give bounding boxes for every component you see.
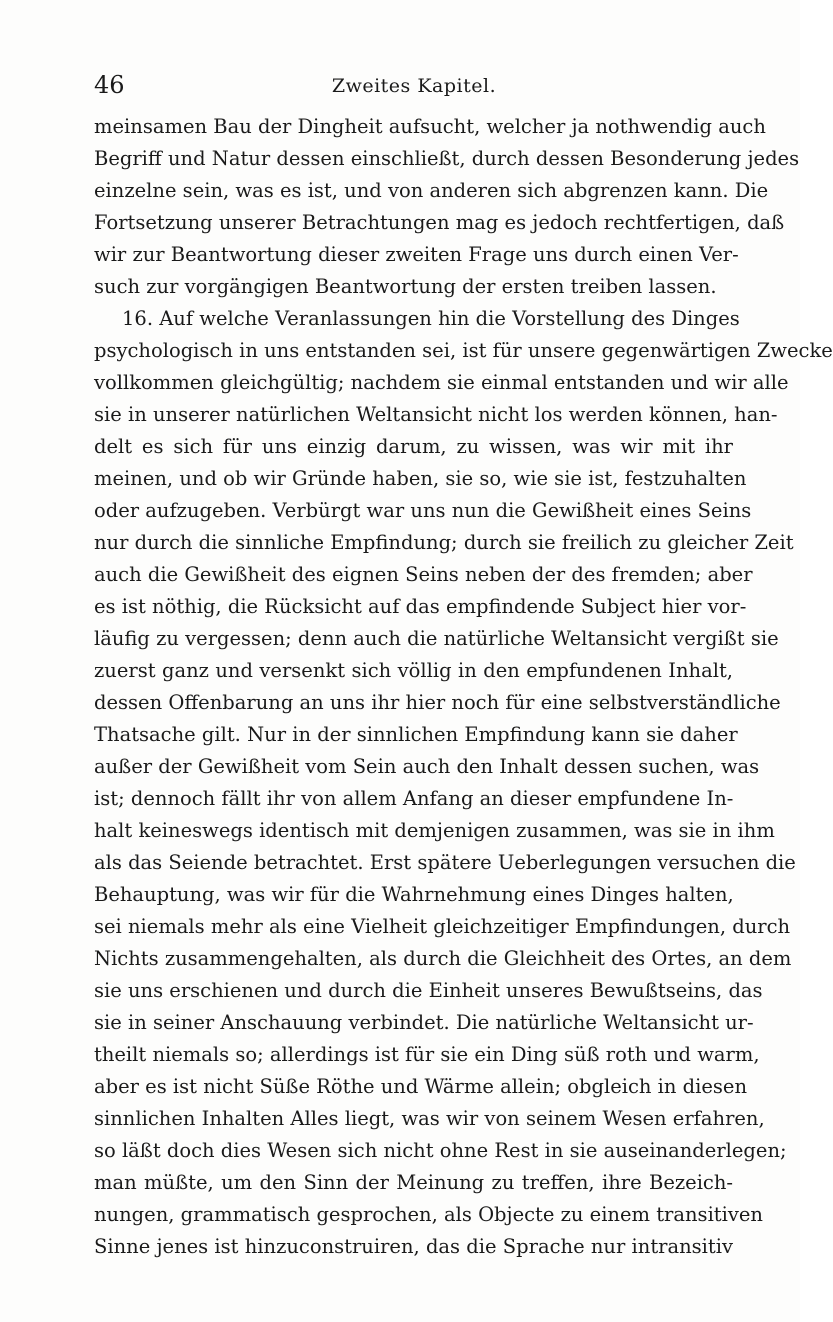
text-line: psychologisch in uns entstanden sei, ist für unsere gegenwärtigen Zwecke: [94, 339, 833, 362]
text-line: ist; dennoch fällt ihr von allem Anfang an dieser empfundene In-: [94, 787, 734, 810]
text-line: dessen Offenbarung an uns ihr hier noch für eine selbstverständliche: [94, 691, 781, 714]
text-line: halt keineswegs identisch mit demjenigen zusammen, was sie in ihm: [94, 819, 775, 842]
text-line: meinsamen Bau der Dingheit aufsucht, welcher ja nothwendig auch: [94, 115, 766, 138]
text-line: nur durch die sinnliche Empfindung; durch sie freilich zu gleicher Zeit: [94, 531, 794, 554]
text-line: man müßte, um den Sinn der Meinung zu treffen, ihre Bezeich-: [94, 1171, 733, 1194]
text-line: sie uns erschienen und durch die Einheit unseres Bewußtseins, das: [94, 979, 763, 1002]
section-start-line: 16. Auf welche Veranlassungen hin die Vorstellung des Dinges: [122, 307, 740, 330]
text-line: Nichts zusammengehalten, als durch die Gleichheit des Ortes, an dem: [94, 947, 792, 970]
body-text: [94, 111, 833, 1263]
text-line: oder aufzugeben. Verbürgt war uns nun die Gewißheit eines Seins: [94, 499, 752, 522]
text-line: Sinne jenes ist hinzuconstruiren, das die Sprache nur intransitiv: [94, 1235, 733, 1258]
text-line: such zur vorgängigen Beantwortung der ersten treiben lassen.: [94, 275, 717, 298]
text-line: nungen, grammatisch gesprochen, als Objecte zu einem transitiven: [94, 1203, 763, 1226]
running-head: [94, 70, 734, 104]
text-line: meinen, und ob wir Gründe haben, sie so, wie sie ist, festzuhalten: [94, 467, 747, 490]
text-line: theilt niemals so; allerdings ist für sie ein Ding süß roth und warm,: [94, 1043, 760, 1066]
text-line: einzelne sein, was es ist, und von anderen sich abgrenzen kann. Die: [94, 179, 769, 202]
text-line: sie in unserer natürlichen Weltansicht nicht los werden können, han-: [94, 403, 778, 426]
text-line: Behauptung, was wir für die Wahrnehmung eines Dinges halten,: [94, 883, 734, 906]
text-line: sei niemals mehr als eine Vielheit gleichzeitiger Empfindungen, durch: [94, 915, 791, 938]
text-line: zuerst ganz und versenkt sich völlig in den empfundenen Inhalt,: [94, 659, 733, 682]
text-line: wir zur Beantwortung dieser zweiten Frage uns durch einen Ver-: [94, 243, 739, 266]
text-line: Fortsetzung unserer Betrachtungen mag es jedoch rechtfertigen, daß: [94, 211, 785, 234]
text-line: Thatsache gilt. Nur in der sinnlichen Empfindung kann sie daher: [94, 723, 738, 746]
text-line: Begriff und Natur dessen einschließt, durch dessen Besonderung jedes: [94, 147, 800, 170]
text-line: vollkommen gleichgültig; nachdem sie einmal entstanden und wir alle: [94, 371, 789, 394]
text-line: läufig zu vergessen; denn auch die natürliche Weltansicht vergißt sie: [94, 627, 779, 650]
page-number: 46: [94, 71, 125, 99]
text-line: außer der Gewißheit vom Sein auch den Inhalt dessen suchen, was: [94, 755, 760, 778]
text-line: sinnlichen Inhalten Alles liegt, was wir von seinem Wesen erfahren,: [94, 1107, 765, 1130]
text-line: aber es ist nicht Süße Röthe und Wärme allein; obgleich in diesen: [94, 1075, 748, 1098]
text-line: auch die Gewißheit des eignen Seins neben der des fremden; aber: [94, 563, 753, 586]
text-line: delt es sich für uns einzig darum, zu wissen, was wir mit ihr: [94, 435, 733, 458]
text-line: es ist nöthig, die Rücksicht auf das empfindende Subject hier vor-: [94, 595, 747, 618]
text-line: als das Seiende betrachtet. Erst spätere Ueberlegungen versuchen die: [94, 851, 796, 874]
text-line: sie in seiner Anschauung verbindet. Die natürliche Weltansicht ur-: [94, 1011, 754, 1034]
running-title: Zweites Kapitel.: [331, 75, 497, 97]
text-line: so läßt doch dies Wesen sich nicht ohne Rest in sie auseinanderlegen;: [94, 1139, 787, 1162]
